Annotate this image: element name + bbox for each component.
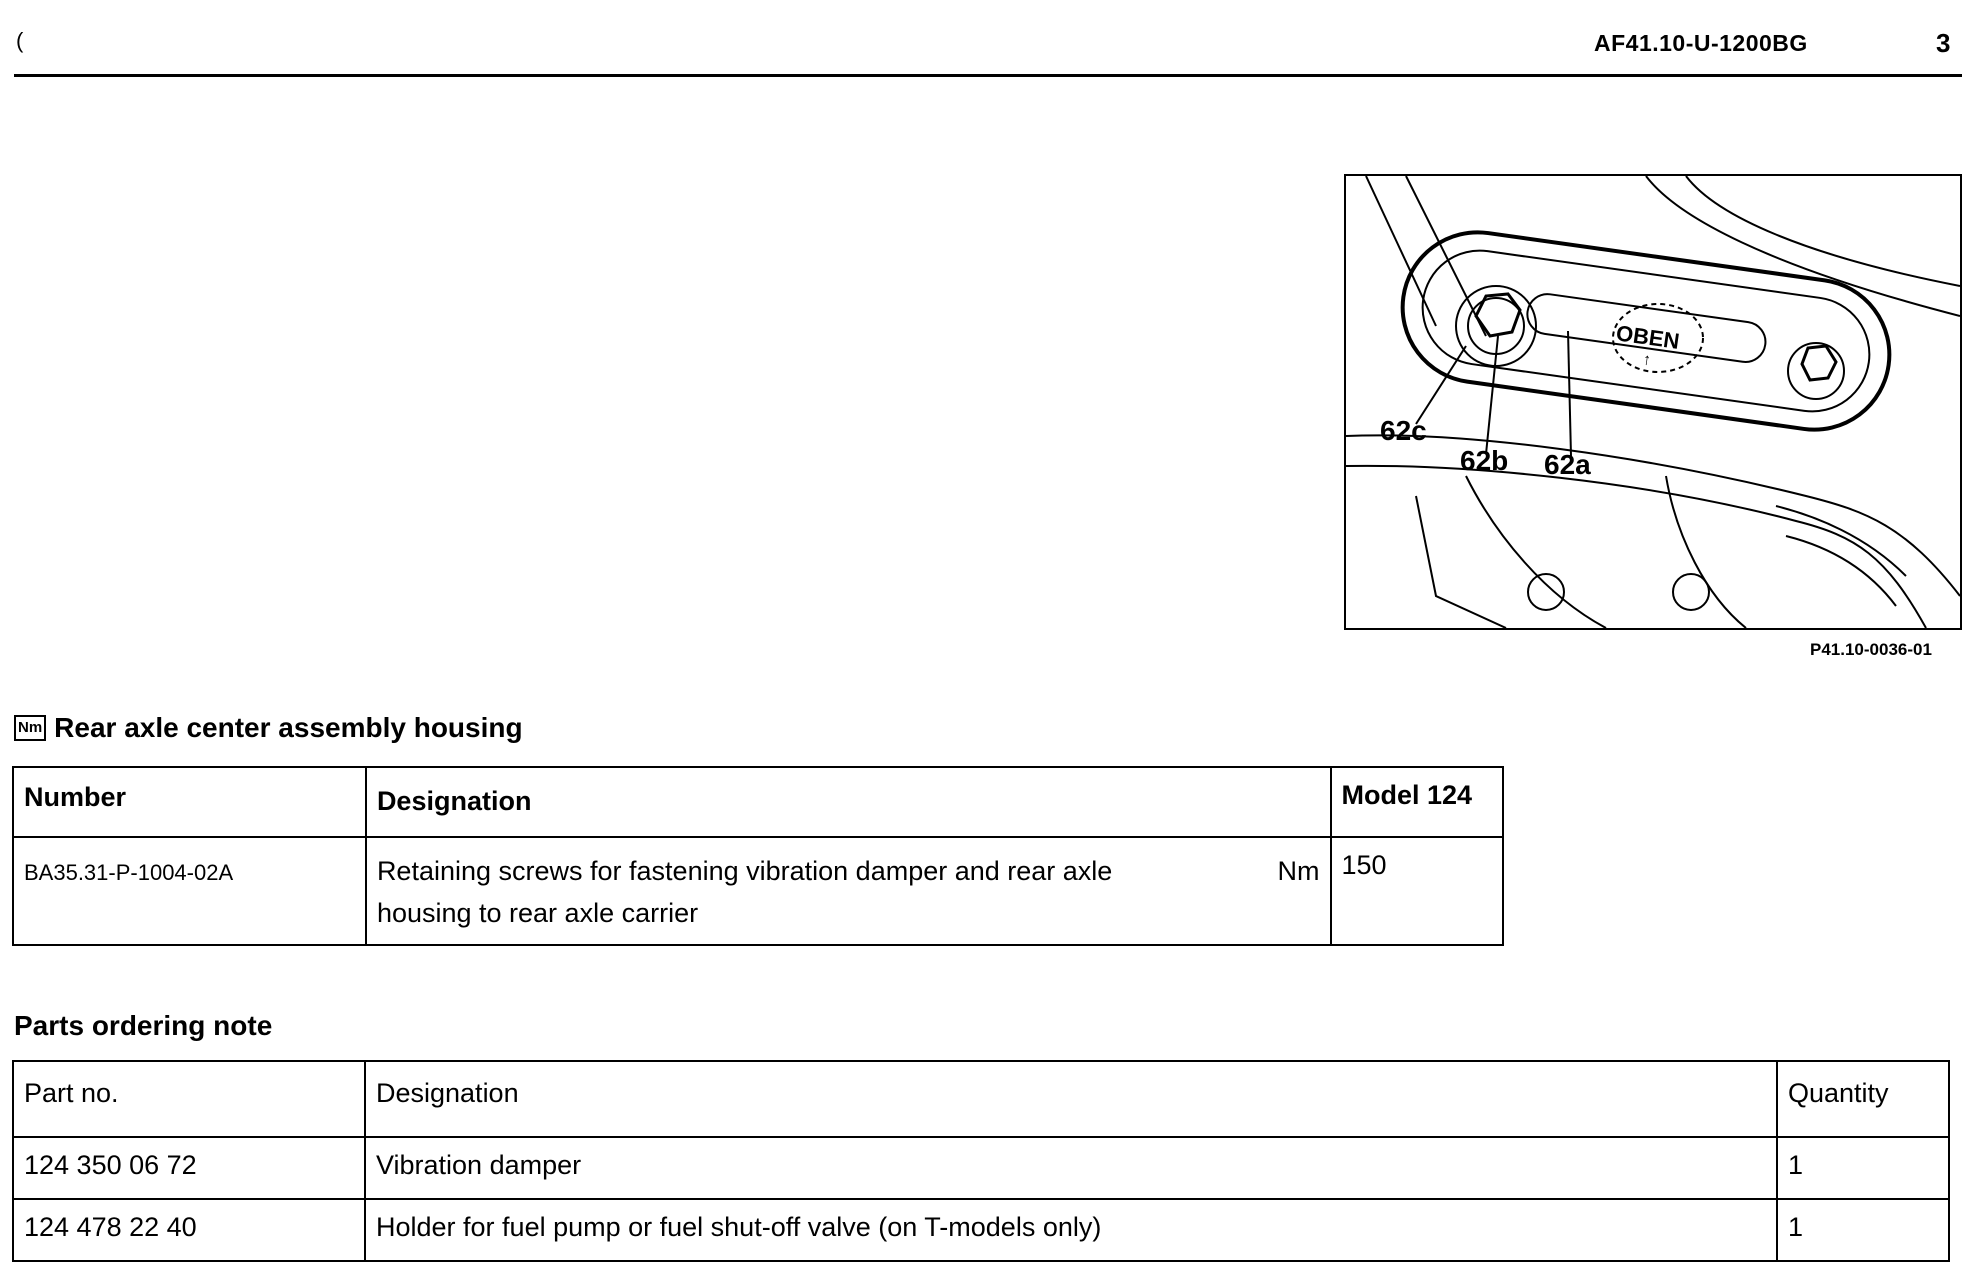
header-left-mark: ( (16, 28, 24, 53)
callout-62b: 62b (1460, 445, 1509, 476)
torque-designation-text: Retaining screws for fastening vibration damper and rear axle housing to rear axle carrier (376, 856, 1113, 928)
callout-62a: 62a (1544, 449, 1591, 480)
table-header-row (13, 1061, 1949, 1137)
torque-table (12, 766, 1504, 946)
column-header-designation: Designation (365, 1061, 1777, 1137)
vibration-damper-illustration (1346, 176, 1960, 628)
column-header-designation: Designation (366, 767, 1331, 837)
part-designation-cell: Holder for fuel pump or fuel shut-off valve (on T-models only) (365, 1199, 1777, 1261)
parts-ordering-title: Parts ordering note (14, 1010, 273, 1041)
parts-table (12, 1060, 1950, 1262)
torque-nm-icon: Nm (14, 715, 46, 741)
column-header-number: Number (13, 767, 366, 837)
up-arrow-icon: ↑ (1641, 351, 1652, 370)
torque-section-title-text: Rear axle center assembly housing (54, 712, 523, 743)
callout-62c: 62c (1380, 415, 1427, 446)
page-number: 3 (1936, 28, 1951, 58)
torque-designation-cell (366, 837, 1331, 945)
torque-number-cell: BA35.31-P-1004-02A (13, 837, 366, 945)
figure-code: P41.10-0036-01 (1810, 640, 1932, 659)
torque-section-title (14, 712, 523, 744)
part-quantity-cell: 1 (1777, 1137, 1949, 1199)
table-row (13, 1137, 1949, 1199)
table-header-row (13, 767, 1503, 837)
part-quantity-cell: 1 (1777, 1199, 1949, 1261)
column-header-quantity: Quantity (1777, 1061, 1949, 1137)
part-number-cell: 124 478 22 40 (13, 1199, 365, 1261)
column-header-part-no: Part no. (13, 1061, 365, 1137)
document-id: AF41.10-U-1200BG (1594, 30, 1808, 56)
technical-figure (1344, 174, 1962, 630)
oben-stamp-label: OBEN (1614, 320, 1682, 354)
column-header-model: Model 124 (1331, 767, 1503, 837)
table-row (13, 1199, 1949, 1261)
part-designation-cell: Vibration damper (365, 1137, 1777, 1199)
torque-value-cell: 150 (1331, 837, 1503, 945)
torque-unit: Nm (1277, 856, 1320, 886)
header-rule (14, 74, 1962, 77)
table-row (13, 837, 1503, 945)
part-number-cell: 124 350 06 72 (13, 1137, 365, 1199)
